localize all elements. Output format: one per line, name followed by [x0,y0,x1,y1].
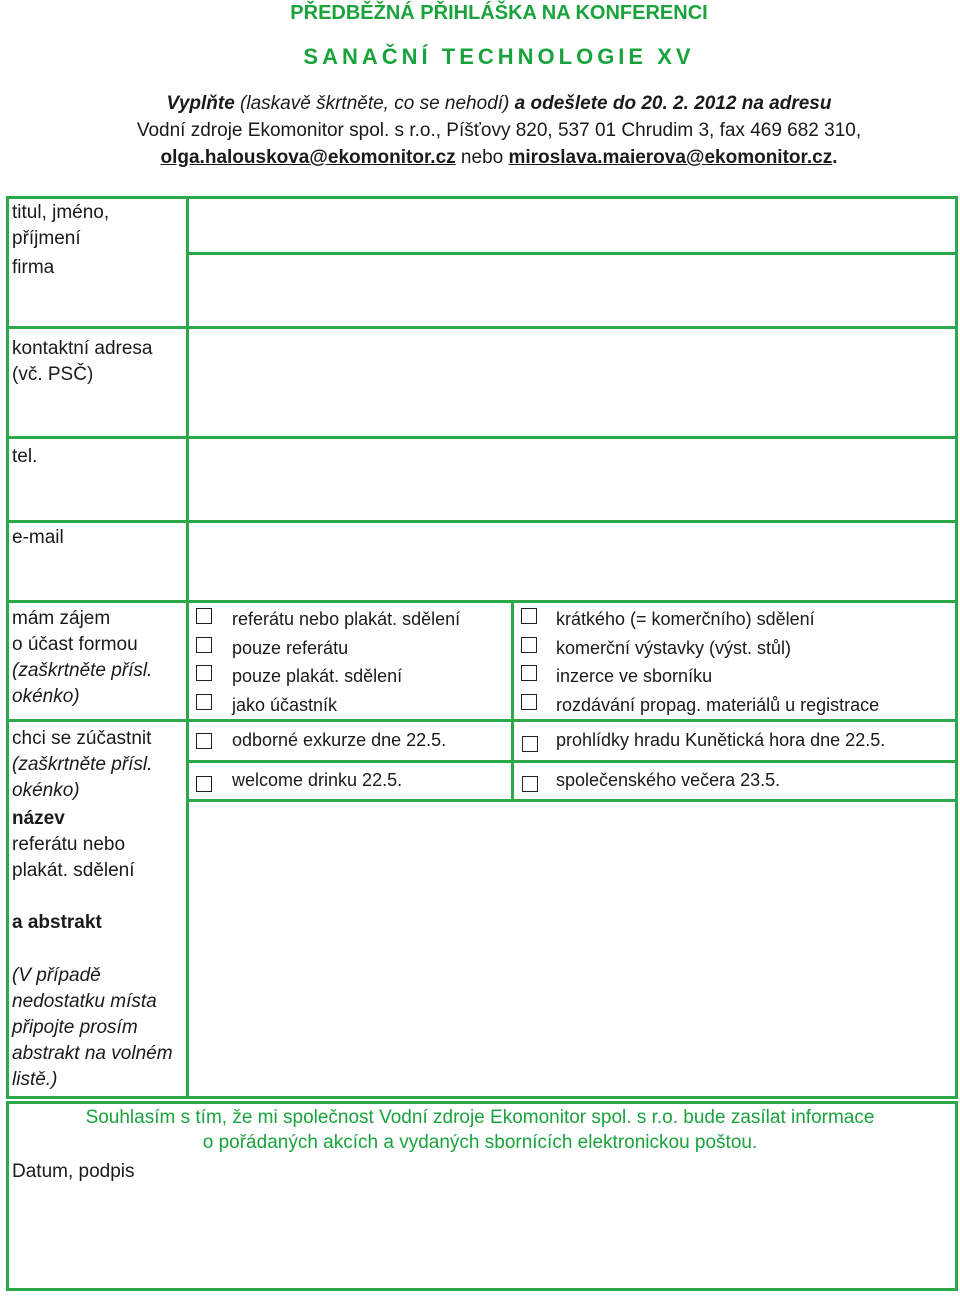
option-label: pouze referátu [232,638,349,658]
email-link-2[interactable]: miroslava.maierova@ekomonitor.cz [508,147,833,168]
address-input[interactable] [190,330,954,435]
conference-name: SANAČNÍ TECHNOLOGIE XV [303,44,695,69]
email-label: e-mail [12,527,64,548]
tel-input[interactable] [190,440,954,519]
option-label: welcome drinku 22.5. [232,770,403,790]
checkbox[interactable] [196,637,212,653]
option-label: krátkého (= komerčního) sdělení [556,609,815,629]
firm-label: firma [12,257,55,278]
participate-hint: (zaškrtněte přísl. okénko) [12,754,153,801]
option-label: komerční výstavky (výst. stůl) [556,638,792,658]
option-label: odborné exkurze dne 22.5. [232,730,447,750]
checkbox[interactable] [522,776,538,792]
checkbox[interactable] [521,608,537,624]
email-link-1[interactable]: olga.halouskova@ekomonitor.cz [160,147,456,168]
checkbox[interactable] [196,608,212,624]
instructions-line [0,93,960,115]
instruction-deadline: a odešlete do 20. 2. 2012 na adresu [514,93,832,114]
option-label: referátu nebo plakát. sdělení [232,609,461,629]
email-tail: . [832,147,838,168]
interest-hint: (zaškrtněte přísl. okénko) [12,660,153,707]
checkbox[interactable] [196,776,212,792]
option-label: prohlídky hradu Kunětická hora dne 22.5. [556,730,886,750]
option-label: pouze plakát. sdělení [232,666,403,686]
signature-input[interactable] [190,1185,954,1287]
email-joiner: nebo [455,147,509,168]
instruction-fill: Vyplňte [166,93,235,114]
abstract-type-label: referátu nebo plakát. sdělení [12,834,135,881]
checkbox[interactable] [196,733,212,749]
interest-form-label: o účast formou [12,634,138,655]
checkbox[interactable] [521,694,537,710]
tel-label: tel. [12,446,38,467]
consent-line-2: o pořádaných akcích a vydaných sbornících elektronickou poštou. [202,1132,758,1153]
address-label: kontaktní adresa (vč. PSČ) [12,338,153,385]
option-label: jako účastník [232,695,338,715]
firm-input[interactable] [190,256,954,325]
checkbox[interactable] [522,736,538,752]
email-line [0,147,960,169]
checkbox[interactable] [521,637,537,653]
option-label: společenského večera 23.5. [556,770,781,790]
checkbox[interactable] [521,665,537,681]
name-input[interactable] [190,200,954,251]
abstract-input[interactable] [190,803,954,1095]
option-label: inzerce ve sborníku [556,666,713,686]
checkbox[interactable] [196,665,212,681]
form-title: PŘEDBĚŽNÁ PŘIHLÁŠKA NA KONFERENCI [290,2,708,24]
abstract-title-label: název [12,808,65,829]
abstract-note: (V případě nedostatku místa připojte prosím abstrakt na volném listě.) [12,965,173,1090]
instruction-note: (laskavě škrtněte, co se nehodí) [234,93,515,114]
checkbox[interactable] [196,694,212,710]
consent-line-1: Souhlasím s tím, že mi společnost Vodní zdroje Ekomonitor spol. s r.o. bude zasílat informace [85,1107,875,1128]
option-label: rozdávání propag. materiálů u registrace [556,695,880,715]
interest-label: mám zájem [12,608,111,629]
participate-label: chci se zúčastnit [12,728,152,749]
abstract-label: a abstrakt [12,912,102,933]
email-input[interactable] [190,524,954,599]
address-line: Vodní zdroje Ekomonitor spol. s r.o., Píšťovy 820, 537 01 Chrudim 3, fax 469 682 310, [136,120,862,141]
signature-label: Datum, podpis [12,1161,135,1182]
name-label: titul, jméno, příjmení [12,202,110,249]
